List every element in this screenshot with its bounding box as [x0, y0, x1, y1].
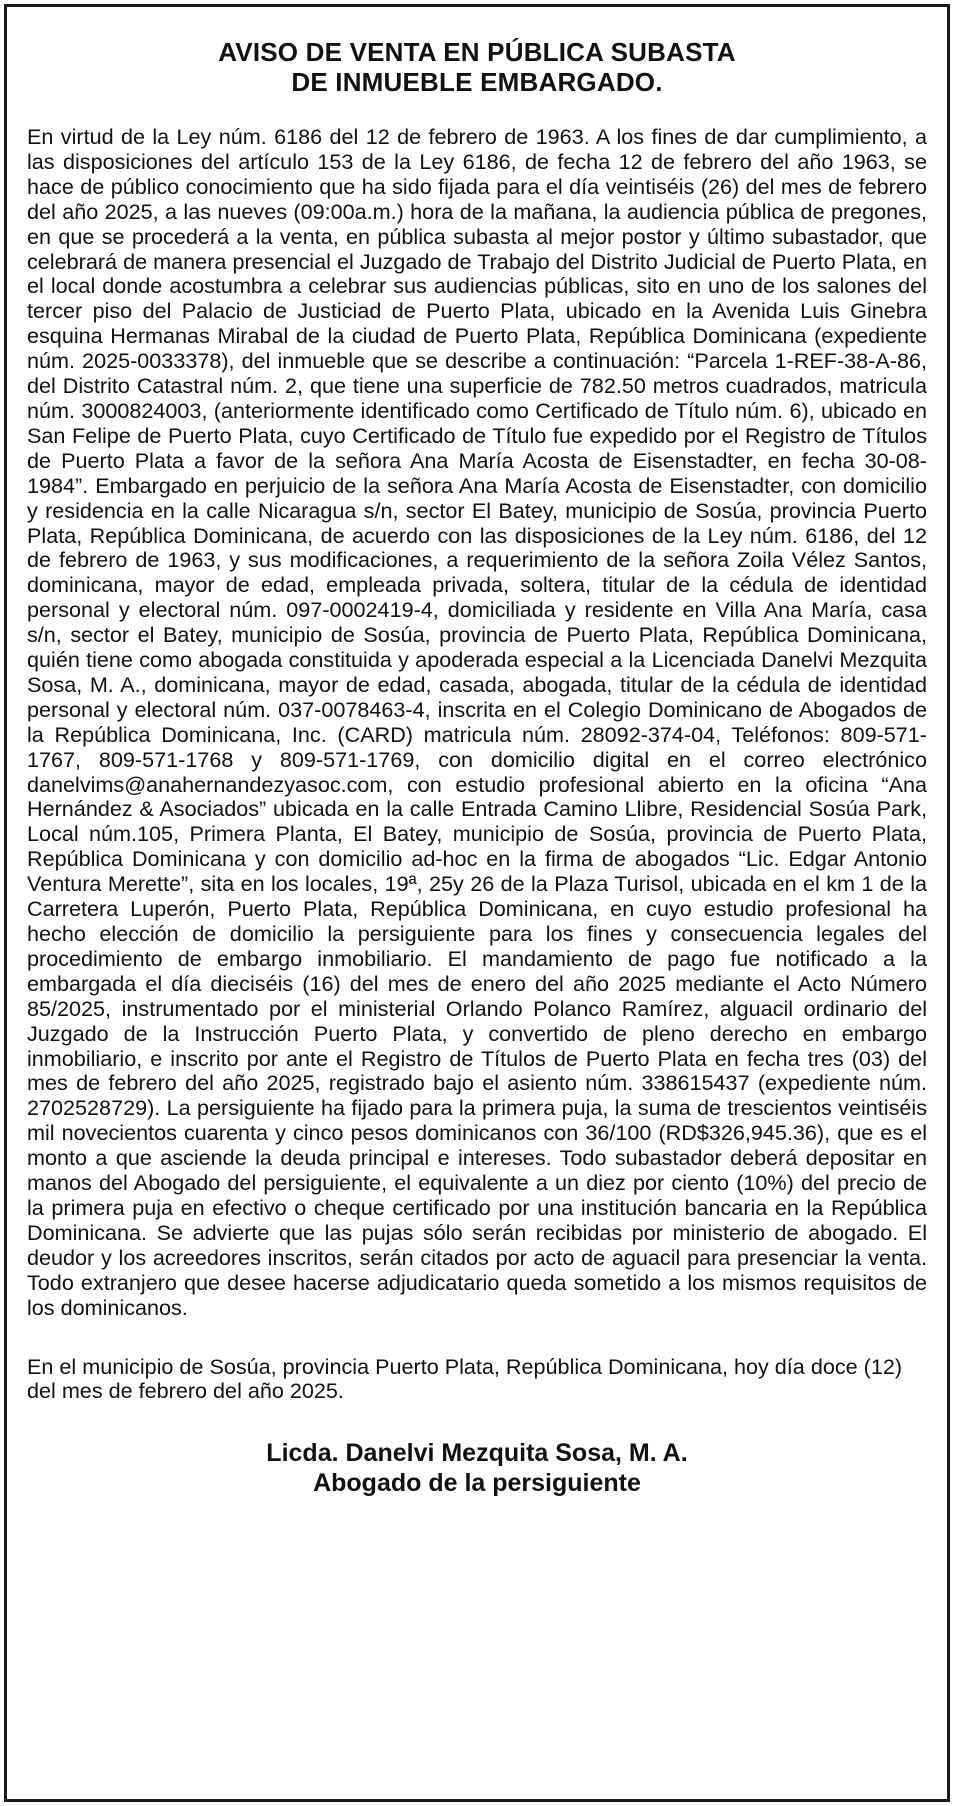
signatory-name: Licda. Danelvi Mezquita Sosa, M. A. — [266, 1439, 688, 1468]
notice-date-paragraph: En el municipio de Sosúa, provincia Puerto Plata, República Dominicana, hoy día doce (12) del mes de febrero del año 2025. — [27, 1353, 903, 1404]
notice-title — [7, 37, 947, 97]
signature-block — [7, 1438, 947, 1498]
notice-title-line-2: DE INMUEBLE EMBARGADO. — [291, 67, 663, 97]
notice-title-line-1: AVISO DE VENTA EN PÚBLICA SUBASTA — [218, 37, 736, 67]
signatory-role: Abogado de la persiguiente — [313, 1469, 641, 1498]
legal-notice — [4, 4, 950, 1802]
notice-body-paragraph: En virtud de la Ley núm. 6186 del 12 de febrero de 1963. A los fines de dar cumplimiento, a las disposiciones del artículo 153 de la Ley 6186, de fecha 12 de febrero del año 1963, se hace de público conocimiento que ha sido fijada para el día veintiséis (26) del mes de febrero del año 2025, a las nueves (09:00a.m.) hora de la mañana, la audiencia pública de pregones, en que se procederá a la venta, en pública subasta al mejor postor y último subastador, que celebrará de manera presencial el Juzgado de Trabajo del Distrito Judicial de Puerto Plata, en el local donde acostumbra a celebrar sus audiencias públicas, sito en uno de los salones del tercer piso del Palacio de Justiciad de Puerto Plata, ubicado en la Avenida Luis Ginebra esquina Hermanas Mirabal de la ciudad de Puerto Plata, República Dominicana (expediente núm. 2025-0033378), del inmueble que se describe a continuación: “Parcela 1-REF-38-A-86, del Distrito Catastral núm. 2, que tiene una superficie de 782.50 metros cuadrados, matricula núm. 3000824003, (anteriormente identificado como Certificado de Título núm. 6), ubicado en San Felipe de Puerto Plata, cuyo Certificado de Título fue expedido por el Registro de Títulos de Puerto Plata a favor de la señora Ana María Acosta de Eisenstadter, en fecha 30-08-1984”. Embargado en perjuicio de la señora Ana María Acosta de Eisenstadter, con domicilio y residencia en la calle Nicaragua s/n, sector El Batey, municipio de Sosúa, provincia Puerto Plata, República Dominicana, de acuerdo con las disposiciones de la Ley núm. 6186, del 12 de febrero de 1963, y sus modificaciones, a requerimiento de la señora Zoila Vélez Santos, dominicana, mayor de edad, empleada privada, soltera, titular de la cédula de identidad personal y electoral núm. 097-0002419-4, domiciliada y residente en Villa Ana María, casa s/n, sector el Batey, municipio de Sosúa, provincia de Puerto Plata, República Dominicana, quién tiene como abogada constituida y apoderada especial a la Licenciada Danelvi Mezquita Sosa, M. A., dominicana, mayor de edad, casada, abogada, titular de la cédula de identidad personal y electoral núm. 037-0078463-4, inscrita en el Colegio Dominicano de Abogados de la República Dominicana, Inc. (CARD) matricula núm. 28092-374-04, Teléfonos: 809-571-1767, 809-571-1768 y 809-571-1769, con domicilio digital en el correo electrónico danelvims@anahernandezyasoc.com, con estudio profesional abierto en la oficina “Ana Hernández & Asociados” ubicada en la calle Entrada Camino Llibre, Residencial Sosúa Park, Local núm.105, Primera Planta, El Batey, municipio de Sosúa, provincia de Puerto Plata, República Dominicana y con domicilio ad-hoc en la firma de abogados “Lic. Edgar Antonio Ventura Merette”, sita en los locales, 19ª, 25y 26 de la Plaza Turisol, ubicada en el km 1 de la Carretera Luperón, Puerto Plata, República Dominicana, en cuyo estudio profesional ha hecho elección de domicilio la persiguiente para los fines y consecuencia legales del procedimiento de embargo inmobiliario. El mandamiento de pago fue notificado a la embargada el día dieciséis (16) del mes de enero del año 2025 mediante el Acto Número 85/2025, instrumentado por el ministerial Orlando Polanco Ramírez, alguacil ordinario del Juzgado de la Instrucción Puerto Plata, y convertido de pleno derecho en embargo inmobiliario, e inscrito por ante el Registro de Títulos de Puerto Plata en fecha tres (03) del mes de febrero del año 2025, registrado bajo el asiento núm. 338615437 (expediente núm. 2702528729). La persiguiente ha fijado para la primera puja, la suma de trescientos veintiséis mil novecientos cuarenta y cinco pesos dominicanos con 36/100 (RD$326,945.36), que es el monto a que asciende la deuda principal e intereses. Todo subastador deberá depositar en manos del Abogado del persiguiente, el equivalente a un diez por ciento (10%) del precio de la primera puja en efectivo o cheque certificado por una institución bancaria en la República Dominicana. Se advierte que las pujas sólo serán recibidas por ministerio de abogado. El deudor y los acreedores inscritos, serán citados por acto de aguacil para presenciar la venta. Todo extranjero que desee hacerse adjudicatario queda sometido a los mismos requisitos de los dominicanos. — [27, 124, 927, 1320]
